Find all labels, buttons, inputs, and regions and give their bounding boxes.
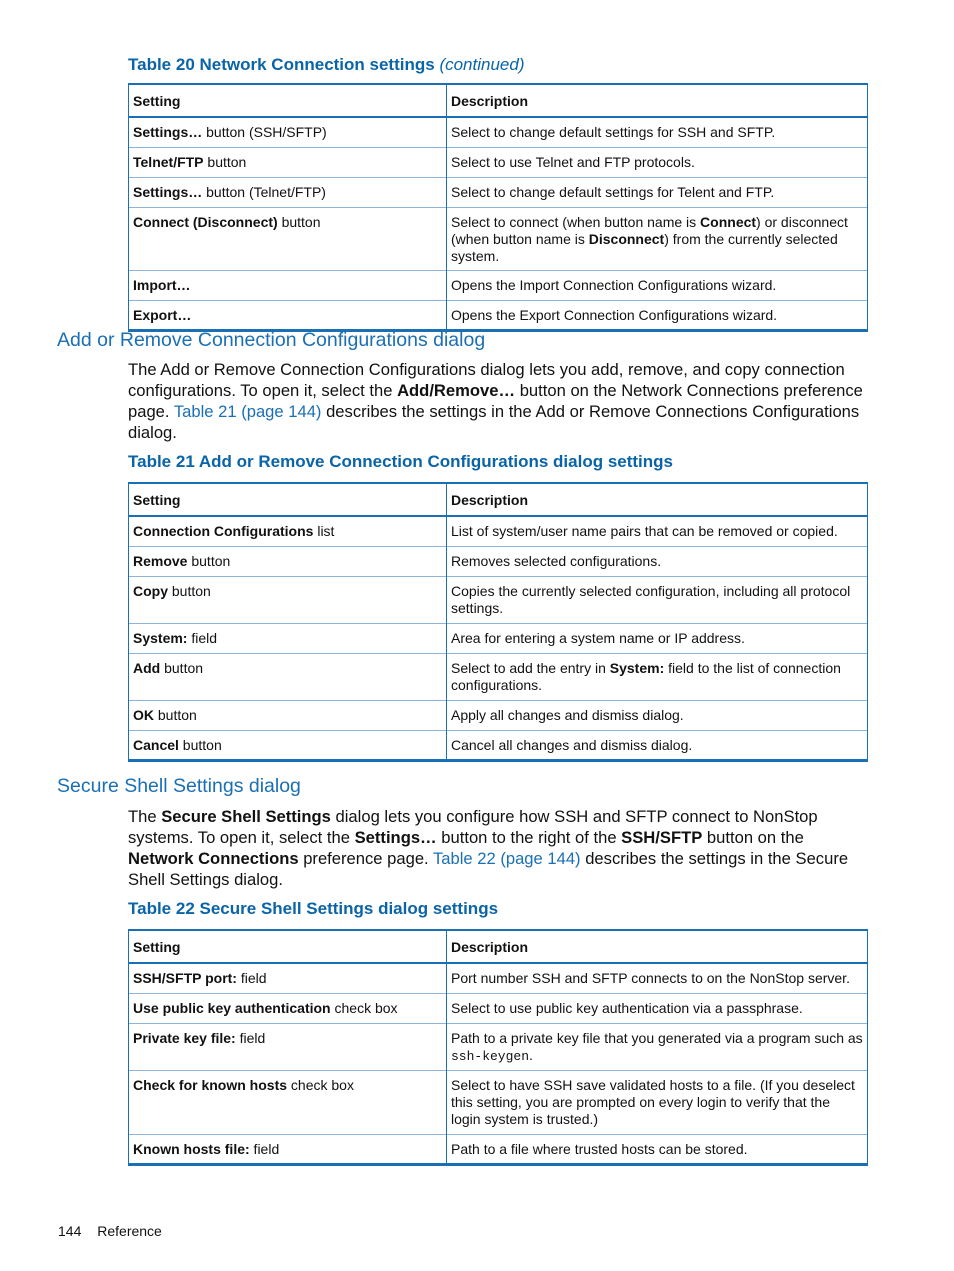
text-run: ) or disconnect (when button name is xyxy=(451,213,848,247)
body-paragraph xyxy=(128,806,870,890)
description-cell xyxy=(447,1134,868,1164)
bold-term: Export… xyxy=(133,306,192,323)
text-run: List of system/user name pairs that can be removed or copied. xyxy=(451,523,838,539)
setting-cell xyxy=(129,993,447,1023)
cross-reference-link[interactable]: Table 22 (page 144) xyxy=(432,849,581,868)
setting-cell xyxy=(129,730,447,760)
section-heading: Secure Shell Settings dialog xyxy=(57,775,301,797)
text-run: check box xyxy=(330,999,398,1016)
table-22-caption xyxy=(128,899,498,919)
setting-cell xyxy=(129,700,447,730)
setting-cell xyxy=(129,1070,447,1134)
text-run: preference page. xyxy=(298,849,433,868)
text-run: ) from the currently selected system. xyxy=(451,230,838,264)
bold-term: Add/Remove… xyxy=(397,381,516,400)
table-row xyxy=(129,1070,868,1134)
header-setting: Setting xyxy=(129,84,447,117)
body-paragraph xyxy=(128,359,870,443)
page-footer xyxy=(58,1223,162,1239)
table-title: Secure Shell Settings dialog settings xyxy=(199,899,499,918)
table-header-row xyxy=(129,930,868,963)
table-title: Network Connection settings xyxy=(199,55,435,74)
text-run: button xyxy=(154,706,197,723)
bold-term: Remove xyxy=(133,552,188,569)
page-number: 144 xyxy=(58,1223,82,1239)
setting-cell xyxy=(129,177,447,207)
text-run: The Add or Remove Connection Configurations dialog lets you add, remove, and copy connection configurations. To open it, select the xyxy=(128,360,845,400)
description-cell xyxy=(447,700,868,730)
text-run: Port number SSH and SFTP connects to on the NonStop server. xyxy=(451,970,850,986)
setting-cell xyxy=(129,270,447,300)
text-run: Select to change default settings for Telent and FTP. xyxy=(451,183,775,200)
text-run: Select to have SSH save validated hosts to a file. (If you deselect this setting, you are prompted on every login to verify that the login system is trusted.) xyxy=(451,1076,855,1127)
description-cell xyxy=(447,207,868,270)
description-cell xyxy=(447,300,868,330)
text-run: Cancel all changes and dismiss dialog. xyxy=(451,736,693,753)
header-setting: Setting xyxy=(129,483,447,516)
text-run: button xyxy=(160,659,204,676)
text-run: Opens the Import Connection Configurations wizard. xyxy=(451,276,777,293)
bold-term: Import… xyxy=(133,276,191,293)
bold-term: Known hosts file: xyxy=(133,1140,250,1157)
setting-cell xyxy=(129,207,447,270)
bold-term: Telnet/FTP xyxy=(133,153,204,170)
description-cell xyxy=(447,546,868,576)
header-description: Description xyxy=(447,930,868,963)
text-run: button xyxy=(187,552,231,569)
description-cell xyxy=(447,147,868,177)
text-run: Area for entering a system name or IP address. xyxy=(451,629,745,646)
table-number: Table 20 xyxy=(128,55,195,74)
description-cell xyxy=(447,270,868,300)
table-22 xyxy=(128,929,868,1166)
text-run: Opens the Export Connection Configurations wizard. xyxy=(451,306,778,323)
text-run: describes the settings in the Add or Remove Connections Configurations dialog. xyxy=(128,402,860,442)
description-cell xyxy=(447,1023,868,1070)
text-run: button (SSH/SFTP) xyxy=(202,124,327,140)
description-cell xyxy=(447,117,868,147)
bold-term: OK xyxy=(133,706,154,723)
table-number: Table 21 xyxy=(128,452,195,471)
bold-term: Copy xyxy=(133,582,168,599)
table-row xyxy=(129,963,868,993)
description-cell xyxy=(447,516,868,546)
bold-term: Private key file: xyxy=(133,1029,236,1046)
bold-term: Settings… xyxy=(133,124,203,140)
text-run: button xyxy=(178,736,222,753)
table-header-row xyxy=(129,483,868,516)
description-cell xyxy=(447,993,868,1023)
header-description: Description xyxy=(447,483,868,516)
bold-term: Disconnect xyxy=(588,230,665,247)
bold-term: System: xyxy=(133,629,188,646)
description-cell xyxy=(447,1070,868,1134)
text-run: button on the xyxy=(702,828,804,847)
bold-term: Cancel xyxy=(133,736,179,753)
table-header-row xyxy=(129,84,868,117)
table-row xyxy=(129,653,868,700)
text-run: Select to use Telnet and FTP protocols. xyxy=(451,153,695,170)
bold-term: Settings… xyxy=(133,183,203,200)
table-row xyxy=(129,1023,868,1070)
text-run: Apply all changes and dismiss dialog. xyxy=(451,706,684,723)
description-cell xyxy=(447,177,868,207)
table-21-caption xyxy=(128,452,673,472)
table-row xyxy=(129,177,868,207)
table-row xyxy=(129,300,868,330)
text-run: Copies the currently selected configuration, including all protocol settings. xyxy=(451,582,851,616)
setting-cell xyxy=(129,1134,447,1164)
text-run: describes the settings in the Secure Shell Settings dialog. xyxy=(128,849,849,889)
text-run: button to the right of the xyxy=(436,828,622,847)
description-cell xyxy=(447,730,868,760)
bold-term: Connection Configurations xyxy=(133,523,314,539)
table-row xyxy=(129,516,868,546)
text-run: button xyxy=(168,582,211,599)
description-cell xyxy=(447,576,868,623)
table-row xyxy=(129,730,868,760)
footer-section: Reference xyxy=(97,1223,162,1239)
text-run: field xyxy=(249,1140,280,1157)
table-20-caption xyxy=(128,55,525,75)
text-run: Removes selected configurations. xyxy=(451,552,662,569)
text-run: field to the list of connection configurations. xyxy=(451,659,841,693)
bold-term: Use public key authentication xyxy=(133,999,331,1016)
text-run: Path to a private key file that you generated via a program such as xyxy=(451,1029,863,1046)
table-row xyxy=(129,147,868,177)
text-run: The xyxy=(128,807,162,826)
table-row xyxy=(129,700,868,730)
code-term: ssh-keygen xyxy=(451,1048,530,1064)
text-run: Path to a file where trusted hosts can be stored. xyxy=(451,1140,748,1157)
text-run: button xyxy=(203,153,247,170)
table-row xyxy=(129,623,868,653)
description-cell xyxy=(447,623,868,653)
table-row xyxy=(129,993,868,1023)
table-row xyxy=(129,207,868,270)
header-setting: Setting xyxy=(129,930,447,963)
table-20 xyxy=(128,83,868,332)
bold-term: Check for known hosts xyxy=(133,1076,288,1093)
text-run: check box xyxy=(287,1076,354,1093)
table-row xyxy=(129,546,868,576)
bold-term: Network Connections xyxy=(128,849,299,868)
description-cell xyxy=(447,653,868,700)
text-run: . xyxy=(529,1046,533,1063)
setting-cell xyxy=(129,653,447,700)
bold-term: Add xyxy=(133,659,161,676)
setting-cell xyxy=(129,147,447,177)
text-run: Select to connect (when button name is xyxy=(451,213,701,230)
setting-cell xyxy=(129,623,447,653)
bold-term: Connect (Disconnect) xyxy=(133,213,278,230)
description-cell xyxy=(447,963,868,993)
text-run: field xyxy=(235,1029,266,1046)
text-run: list xyxy=(313,523,335,539)
table-row xyxy=(129,117,868,147)
bold-term: Secure Shell Settings xyxy=(161,807,331,826)
continued-note: (continued) xyxy=(439,55,525,74)
text-run: Select to use public key authentication via a passphrase. xyxy=(451,999,803,1016)
text-run: button on the Network Connections preference page. xyxy=(128,381,863,421)
table-row xyxy=(129,1134,868,1164)
text-run: button xyxy=(277,213,321,230)
bold-term: SSH/SFTP port: xyxy=(133,970,237,986)
header-description: Description xyxy=(447,84,868,117)
setting-cell xyxy=(129,546,447,576)
table-number: Table 22 xyxy=(128,899,195,918)
setting-cell xyxy=(129,1023,447,1070)
setting-cell xyxy=(129,300,447,330)
text-run: button (Telnet/FTP) xyxy=(202,183,326,200)
bold-term: System: xyxy=(609,659,665,676)
setting-cell xyxy=(129,963,447,993)
text-run: field xyxy=(187,629,218,646)
table-title: Add or Remove Connection Configurations dialog settings xyxy=(198,452,673,471)
setting-cell xyxy=(129,576,447,623)
section-heading: Add or Remove Connection Configurations dialog xyxy=(57,329,486,351)
bold-term: Settings… xyxy=(354,828,437,847)
text-run: field xyxy=(236,970,267,986)
text-run: dialog lets you configure how SSH and SFTP connect to NonStop systems. To open it, select the xyxy=(128,807,818,847)
text-run: Select to add the entry in xyxy=(451,659,610,676)
bold-term: SSH/SFTP xyxy=(621,828,703,847)
cross-reference-link[interactable]: Table 21 (page 144) xyxy=(173,402,322,421)
text-run: Select to change default settings for SSH and SFTP. xyxy=(451,124,776,140)
table-row xyxy=(129,270,868,300)
setting-cell xyxy=(129,117,447,147)
table-row xyxy=(129,576,868,623)
bold-term: Connect xyxy=(700,213,757,230)
table-21 xyxy=(128,482,868,762)
setting-cell xyxy=(129,516,447,546)
